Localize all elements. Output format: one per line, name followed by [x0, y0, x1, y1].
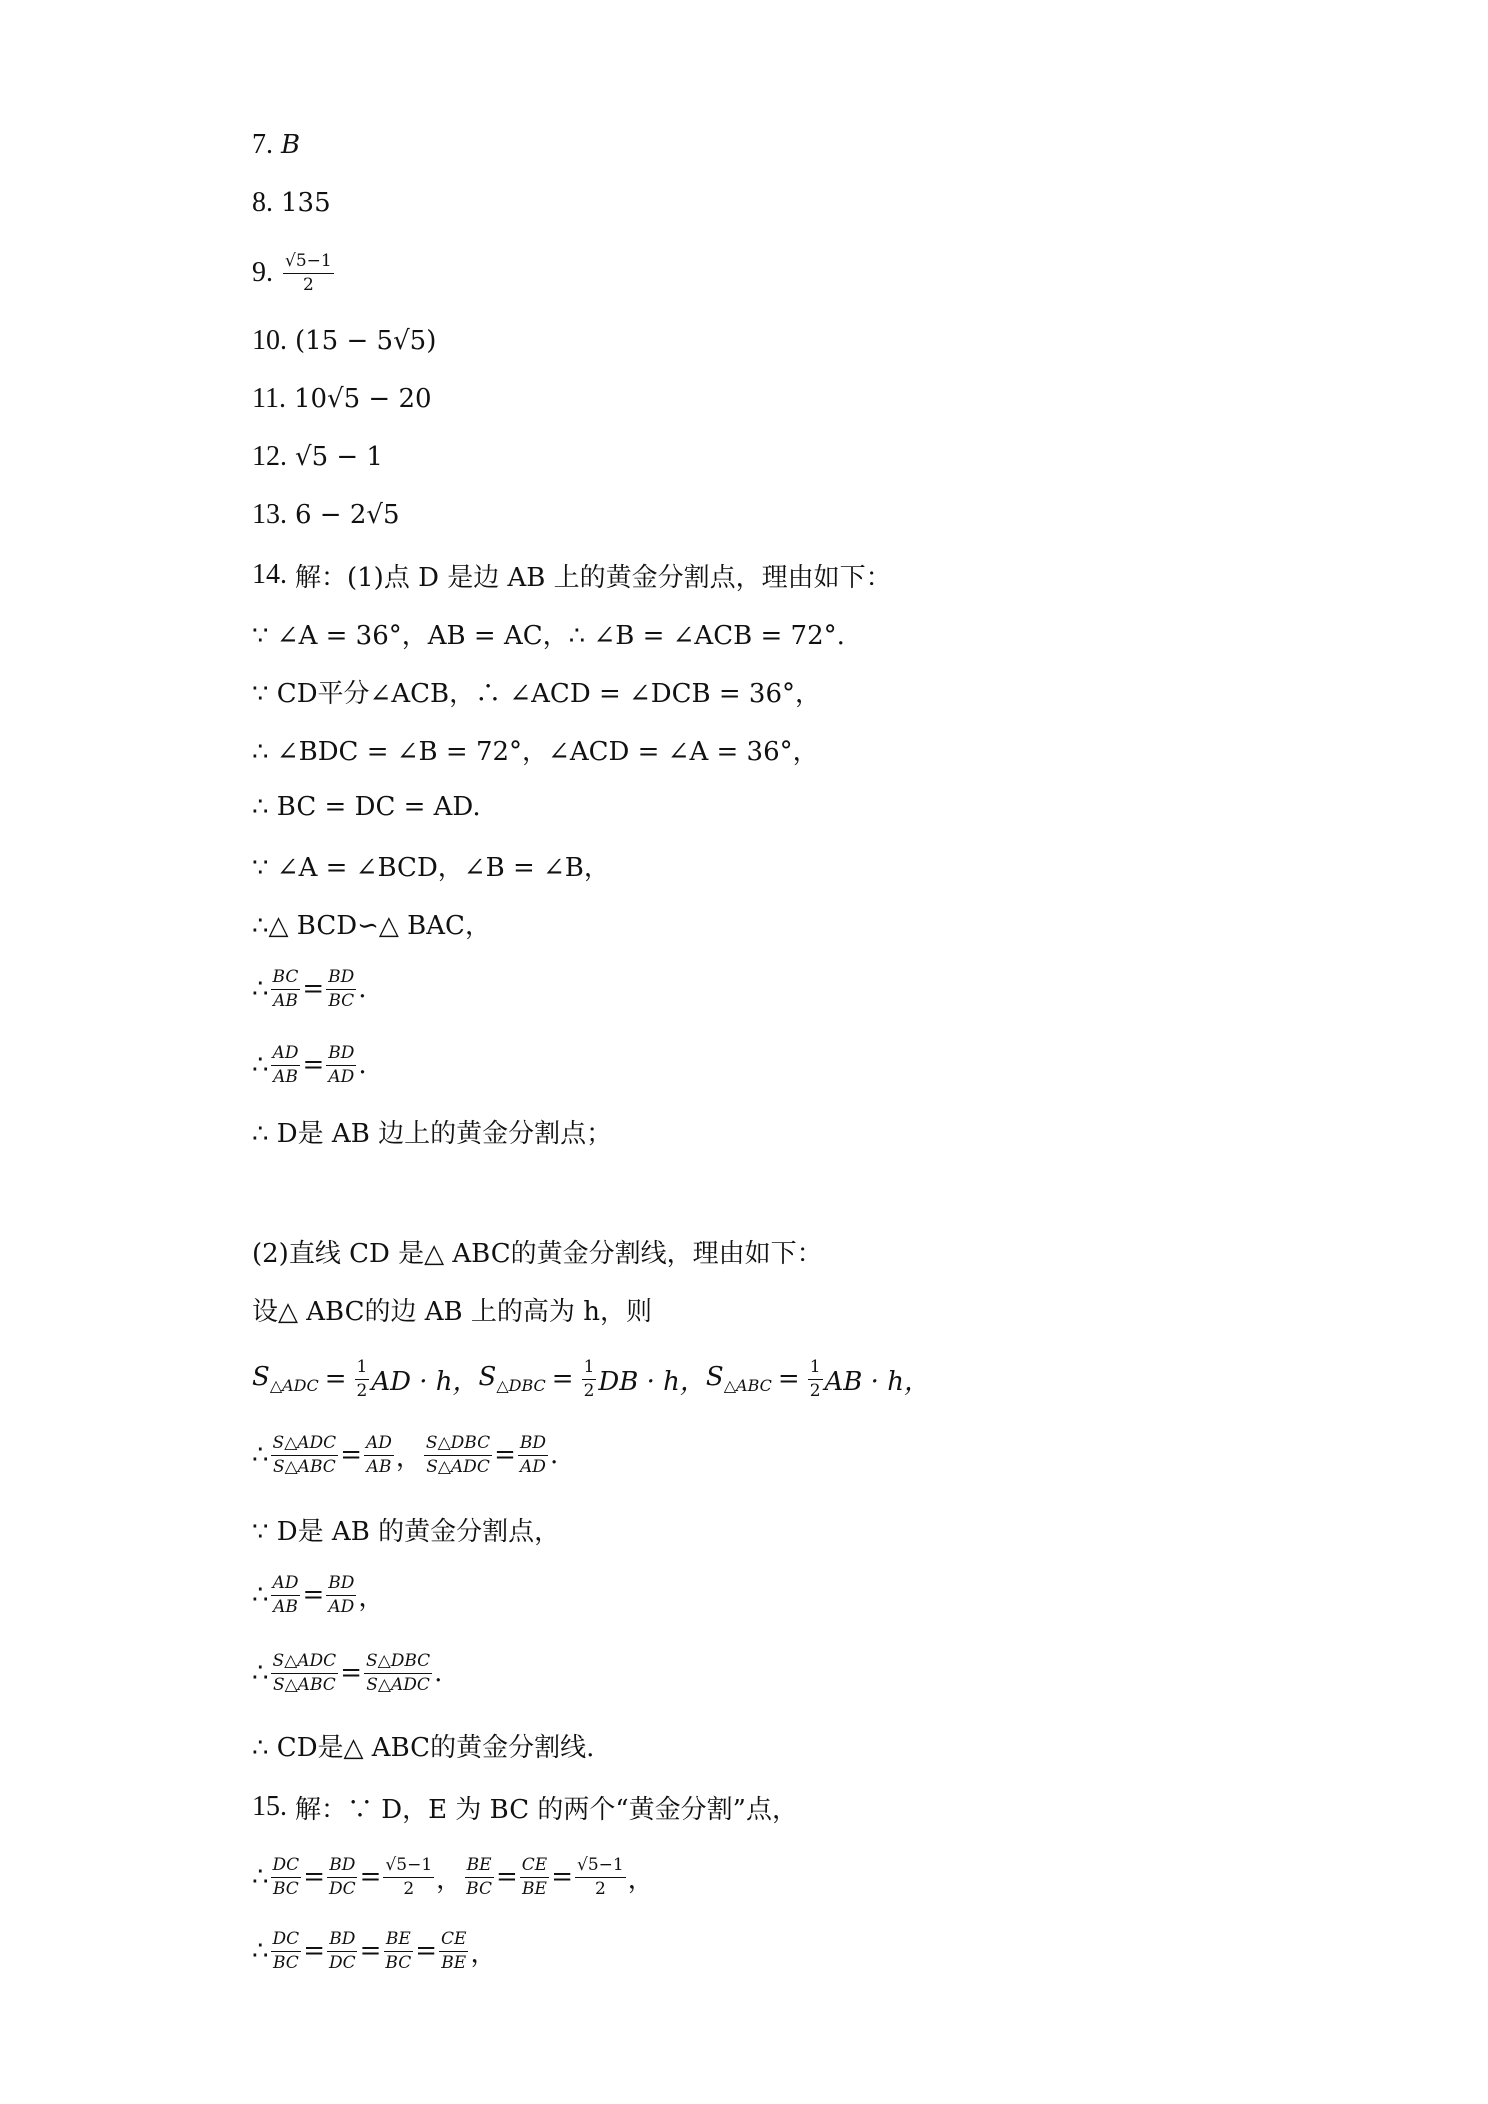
fraction: $\frac{\text{S△DBC}}{\text{S△ADC}}$	[425, 1432, 491, 1477]
fraction: $\frac{√5-1}{2}$	[385, 1854, 433, 1899]
answer-13	[252, 486, 400, 544]
fraction: $\frac{BD}{AD}$	[328, 1572, 355, 1617]
answer-7	[252, 116, 300, 174]
answer-number: 8.	[252, 187, 273, 218]
q14-p2-line-5: ∵ D是 AB 的黄金分割点，	[252, 1516, 561, 1547]
q14-p2-line-2	[252, 1280, 652, 1338]
answer-content: 6 − 2√5	[295, 500, 400, 530]
q15-line-1	[252, 1778, 798, 1836]
q14-text: ∴ BC = DC = AD.	[252, 792, 481, 822]
equals: =	[302, 974, 325, 1004]
q14-p2-line-3: $S_{\triangle ADC}$ = $\frac{1}{2}$ AD · h， $S_{\triangle DBC}$ = $\frac{1}{2}$ DB · h， $S_{\triangle ABC}$ = $\frac{1}{2}$ AB · h，	[252, 1356, 930, 1401]
fraction: $\frac{BD}{DC}$	[328, 1928, 356, 1973]
fraction: $\frac{BC}{AB}$	[272, 966, 299, 1011]
q14-line-9: ∴ $\frac{AD}{AB}$ = $\frac{BD}{AD}$ .	[252, 1042, 367, 1087]
fraction-denominator: 2	[302, 274, 314, 295]
q14-line-3	[252, 662, 821, 720]
answer-number: 10.	[252, 325, 287, 356]
fraction: $\frac{1}{2}$	[356, 1356, 368, 1401]
equals: =	[302, 1050, 325, 1080]
q14-p2-line-4: ∴ $\frac{\text{S△ADC}}{\text{S△ABC}}$ = $\frac{AD}{AB}$ ， $\frac{\text{S△DBC}}{\text{S△ADC}}$ = $\frac{BD}{AD}$ .	[252, 1432, 559, 1477]
q14-line-1	[252, 546, 892, 604]
q15-line-3: ∴ $\frac{DC}{BC}$ = $\frac{BD}{DC}$ = $\frac{BE}{BC}$ = $\frac{CE}{BE}$ ，	[252, 1928, 497, 1973]
fraction: $\frac{BD}{DC}$	[328, 1854, 356, 1899]
answer-number: 12.	[252, 441, 287, 472]
q14-line-7	[252, 894, 491, 952]
q15-text: 解：∵ D，E 为 BC 的两个“黄金分割”点，	[295, 1794, 798, 1825]
fraction: $\frac{DC}{BC}$	[272, 1854, 300, 1899]
therefore-symbol: ∴	[252, 1050, 269, 1080]
fraction: $\frac{AD}{AB}$	[365, 1432, 392, 1477]
answer-content: B	[281, 130, 301, 160]
answer-8	[252, 174, 331, 232]
q14-line-8: ∴ $\frac{BC}{AB}$ = $\frac{BD}{BC}$ .	[252, 966, 367, 1011]
q14-line-6	[252, 836, 610, 894]
q14-line-10	[252, 1102, 612, 1160]
therefore-symbol: ∴	[252, 974, 269, 1004]
q14-line-4	[252, 720, 819, 778]
answer-number: 11.	[252, 383, 286, 414]
answer-number: 13.	[252, 499, 287, 530]
fraction: $\frac{BD}{BC}$	[328, 966, 355, 1011]
fraction: $\frac{BE}{BC}$	[385, 1928, 412, 1973]
answer-number: 9.	[252, 257, 273, 288]
q14-text: ∴ ∠BDC = ∠B = 72°，∠ACD = ∠A = 36°，	[252, 736, 819, 767]
fraction: $\frac{\text{S△ADC}}{\text{S△ABC}}$	[272, 1650, 337, 1695]
answer-11	[252, 370, 432, 428]
question-number: 14.	[252, 559, 287, 590]
fraction: $\frac{AD}{AB}$	[272, 1572, 299, 1617]
fraction: $\frac{BE}{BC}$	[466, 1854, 492, 1899]
question-number: 15.	[252, 1791, 287, 1822]
fraction: $\frac{\text{S△DBC}}{\text{S△ADC}}$	[365, 1650, 431, 1695]
q14-text: ∵ ∠A = 36°，AB = AC，∴ ∠B = ∠ACB = 72°.	[252, 620, 845, 651]
q14-line-5	[252, 778, 481, 836]
q14-p2-line-6: ∴ $\frac{AD}{AB}$ = $\frac{BD}{AD}$ ，	[252, 1572, 385, 1617]
q15-line-2: ∴ $\frac{DC}{BC}$ = $\frac{BD}{DC}$ = $\frac{√5-1}{2}$ ， $\frac{BE}{BC}$ = $\frac{CE}{BE}$ = $\frac{√5-1}{2}$ ，	[252, 1854, 654, 1899]
answer-content: 135	[281, 188, 331, 218]
fraction-numerator: √5−1	[283, 252, 334, 274]
answer-content: √5 − 1	[295, 442, 383, 472]
fraction: $\frac{√5-1}{2}$	[577, 1854, 624, 1899]
answer-content: 10√5 − 20	[293, 384, 432, 414]
fraction: $\frac{\text{S△ADC}}{\text{S△ABC}}$	[272, 1432, 337, 1477]
q14-p2-line-7: ∴ $\frac{\text{S△ADC}}{\text{S△ABC}}$ = $\frac{\text{S△DBC}}{\text{S△ADC}}$ .	[252, 1650, 443, 1695]
fraction: $\frac{BD}{AD}$	[519, 1432, 547, 1477]
q14-line-2	[252, 604, 845, 662]
q14-text: ∵ ∠A = ∠BCD，∠B = ∠B，	[252, 852, 610, 883]
fraction: $\frac{1}{2}$	[583, 1356, 595, 1401]
answer-12	[252, 428, 383, 486]
fraction: $\frac{CE}{BE}$	[521, 1854, 548, 1899]
q14-p2-line-8: ∴ CD是△ ABC的黄金分割线.	[252, 1732, 595, 1763]
fraction: $\frac{DC}{BC}$	[272, 1928, 300, 1973]
q14-text: 设△ ABC的边 AB 上的高为 h，则	[252, 1296, 652, 1327]
q14-text: ∴△ BCD∽△ BAC，	[252, 910, 491, 941]
q14-text: 解：(1)点 D 是边 AB 上的黄金分割点，理由如下：	[295, 562, 892, 593]
answer-9	[252, 244, 336, 302]
answer-fraction	[283, 252, 334, 294]
q14-p2-line-1	[252, 1222, 823, 1280]
fraction: $\frac{AD}{AB}$	[272, 1042, 299, 1087]
answer-10	[252, 312, 436, 370]
fraction: $\frac{CE}{BE}$	[441, 1928, 467, 1973]
q14-text: ∴ D是 AB 边上的黄金分割点；	[252, 1118, 613, 1149]
answer-content: (15 − 5√5)	[295, 326, 437, 356]
answer-number: 7.	[252, 129, 273, 160]
fraction: $\frac{1}{2}$	[809, 1356, 821, 1401]
q14-text: (2)直线 CD 是△ ABC的黄金分割线，理由如下：	[252, 1238, 823, 1269]
fraction: $\frac{BD}{AD}$	[328, 1042, 355, 1087]
q14-text: ∵ CD平分∠ACB，∴ ∠ACD = ∠DCB = 36°，	[252, 678, 822, 709]
